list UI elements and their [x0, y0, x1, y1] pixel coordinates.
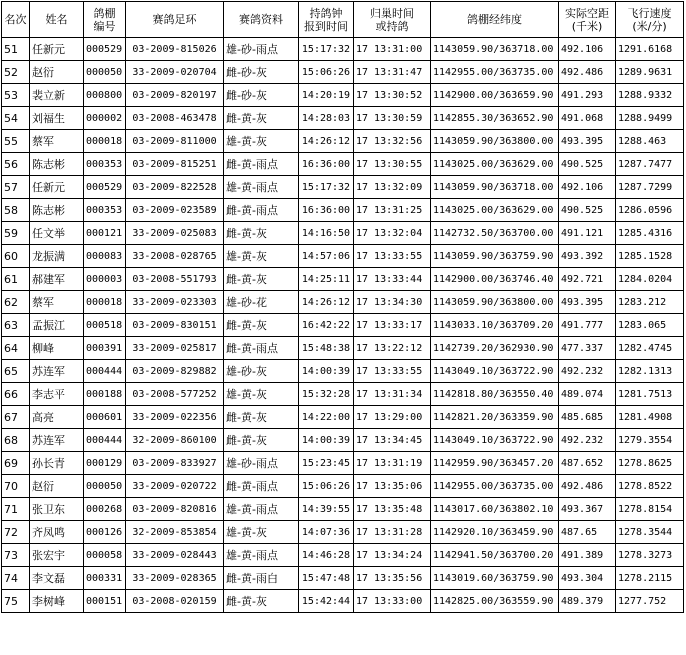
- table-row: [2, 176, 684, 199]
- name-cell: 任文举: [30, 222, 84, 245]
- clock-report-time-cell: 14:22:00: [299, 406, 354, 429]
- table-row: [2, 130, 684, 153]
- rank-cell: 70: [2, 475, 30, 498]
- table-row: [2, 337, 684, 360]
- arrival-time-cell: 17 13:35:48: [354, 498, 431, 521]
- clock-report-time-cell: 15:23:45: [299, 452, 354, 475]
- arrival-time-cell: 17 13:30:52: [354, 84, 431, 107]
- loft-id-cell: 000188: [84, 383, 126, 406]
- pigeon-info-cell: 雄-黄-灰: [224, 245, 299, 268]
- distance-cell: 487.652: [559, 452, 616, 475]
- speed-cell: 1286.0596: [616, 199, 684, 222]
- pigeon-info-cell: 雌-黄-灰: [224, 406, 299, 429]
- speed-cell: 1278.2115: [616, 567, 684, 590]
- ring-number-cell: 33-2009-025083: [126, 222, 224, 245]
- name-cell: 高亮: [30, 406, 84, 429]
- rank-cell: 61: [2, 268, 30, 291]
- coordinates-cell: 1143059.90/363800.00: [431, 291, 559, 314]
- ring-number-cell: 03-2009-811000: [126, 130, 224, 153]
- clock-report-time-cell: 14:28:03: [299, 107, 354, 130]
- table-row: [2, 61, 684, 84]
- header-name: 姓名: [30, 2, 84, 38]
- coordinates-cell: 1142955.00/363735.00: [431, 61, 559, 84]
- name-cell: 孙长青: [30, 452, 84, 475]
- rank-cell: 71: [2, 498, 30, 521]
- arrival-time-cell: 17 13:31:34: [354, 383, 431, 406]
- ring-number-cell: 33-2009-028365: [126, 567, 224, 590]
- rank-cell: 67: [2, 406, 30, 429]
- speed-cell: 1287.7477: [616, 153, 684, 176]
- ring-number-cell: 33-2009-020722: [126, 475, 224, 498]
- distance-cell: 489.074: [559, 383, 616, 406]
- coordinates-cell: 1142959.90/363457.20: [431, 452, 559, 475]
- name-cell: 李文磊: [30, 567, 84, 590]
- arrival-time-cell: 17 13:31:19: [354, 452, 431, 475]
- clock-report-time-cell: 15:48:38: [299, 337, 354, 360]
- speed-cell: 1281.7513: [616, 383, 684, 406]
- name-cell: 张宏宇: [30, 544, 84, 567]
- table-row: [2, 590, 684, 613]
- loft-id-cell: 000800: [84, 84, 126, 107]
- coordinates-cell: 1143049.10/363722.90: [431, 429, 559, 452]
- race-results-table: [1, 1, 684, 613]
- header-row: [2, 2, 684, 38]
- loft-id-cell: 000151: [84, 590, 126, 613]
- arrival-time-cell: 17 13:34:45: [354, 429, 431, 452]
- header-arrival-time: 归巢时间 或持鸽: [354, 2, 431, 38]
- name-cell: 陈志彬: [30, 199, 84, 222]
- loft-id-cell: 000018: [84, 291, 126, 314]
- clock-report-time-cell: 15:06:26: [299, 61, 354, 84]
- ring-number-cell: 03-2009-023589: [126, 199, 224, 222]
- coordinates-cell: 1142732.50/363700.00: [431, 222, 559, 245]
- name-cell: 齐凤鸣: [30, 521, 84, 544]
- rank-cell: 52: [2, 61, 30, 84]
- loft-id-cell: 000331: [84, 567, 126, 590]
- arrival-time-cell: 17 13:35:06: [354, 475, 431, 498]
- rank-cell: 56: [2, 153, 30, 176]
- name-cell: 苏连军: [30, 360, 84, 383]
- loft-id-cell: 000083: [84, 245, 126, 268]
- arrival-time-cell: 17 13:34:24: [354, 544, 431, 567]
- speed-cell: 1288.9499: [616, 107, 684, 130]
- coordinates-cell: 1143059.90/363759.90: [431, 245, 559, 268]
- distance-cell: 477.337: [559, 337, 616, 360]
- coordinates-cell: 1143025.00/363629.00: [431, 153, 559, 176]
- loft-id-cell: 000018: [84, 130, 126, 153]
- header-pigeon-info: 赛鸽资料: [224, 2, 299, 38]
- table-row: [2, 475, 684, 498]
- pigeon-info-cell: 雄-砂-雨点: [224, 452, 299, 475]
- arrival-time-cell: 17 13:34:30: [354, 291, 431, 314]
- loft-id-cell: 000518: [84, 314, 126, 337]
- pigeon-info-cell: 雌-黄-雨点: [224, 475, 299, 498]
- rank-cell: 69: [2, 452, 30, 475]
- pigeon-info-cell: 雌-黄-雨点: [224, 153, 299, 176]
- loft-id-cell: 000050: [84, 61, 126, 84]
- table-row: [2, 222, 684, 245]
- ring-number-cell: 03-2009-833927: [126, 452, 224, 475]
- distance-cell: 490.525: [559, 153, 616, 176]
- clock-report-time-cell: 14:25:11: [299, 268, 354, 291]
- pigeon-info-cell: 雌-黄-灰: [224, 590, 299, 613]
- pigeon-info-cell: 雌-黄-雨点: [224, 337, 299, 360]
- rank-cell: 72: [2, 521, 30, 544]
- speed-cell: 1283.065: [616, 314, 684, 337]
- arrival-time-cell: 17 13:33:00: [354, 590, 431, 613]
- rank-cell: 51: [2, 38, 30, 61]
- clock-report-time-cell: 15:17:32: [299, 38, 354, 61]
- loft-id-cell: 000050: [84, 475, 126, 498]
- rank-cell: 59: [2, 222, 30, 245]
- speed-cell: 1284.0204: [616, 268, 684, 291]
- clock-report-time-cell: 16:36:00: [299, 153, 354, 176]
- pigeon-info-cell: 雌-黄-灰: [224, 222, 299, 245]
- rank-cell: 73: [2, 544, 30, 567]
- header-speed: 飞行速度 (米/分): [616, 2, 684, 38]
- speed-cell: 1282.1313: [616, 360, 684, 383]
- rank-cell: 54: [2, 107, 30, 130]
- ring-number-cell: 33-2009-028443: [126, 544, 224, 567]
- clock-report-time-cell: 14:26:12: [299, 130, 354, 153]
- pigeon-info-cell: 雄-砂-灰: [224, 360, 299, 383]
- pigeon-info-cell: 雄-黄-雨点: [224, 544, 299, 567]
- clock-report-time-cell: 15:17:32: [299, 176, 354, 199]
- speed-cell: 1288.9332: [616, 84, 684, 107]
- distance-cell: 491.068: [559, 107, 616, 130]
- speed-cell: 1281.4908: [616, 406, 684, 429]
- name-cell: 柳峰: [30, 337, 84, 360]
- ring-number-cell: 03-2009-815026: [126, 38, 224, 61]
- pigeon-info-cell: 雄-黄-灰: [224, 130, 299, 153]
- ring-number-cell: 03-2009-830151: [126, 314, 224, 337]
- clock-report-time-cell: 14:00:39: [299, 429, 354, 452]
- speed-cell: 1282.4745: [616, 337, 684, 360]
- table-row: [2, 360, 684, 383]
- coordinates-cell: 1143019.60/363759.90: [431, 567, 559, 590]
- table-row: [2, 38, 684, 61]
- pigeon-info-cell: 雄-黄-雨点: [224, 176, 299, 199]
- arrival-time-cell: 17 13:30:59: [354, 107, 431, 130]
- coordinates-cell: 1143059.90/363800.00: [431, 130, 559, 153]
- loft-id-cell: 000529: [84, 176, 126, 199]
- loft-id-cell: 000126: [84, 521, 126, 544]
- table-row: [2, 268, 684, 291]
- ring-number-cell: 03-2009-815251: [126, 153, 224, 176]
- rank-cell: 68: [2, 429, 30, 452]
- coordinates-cell: 1143025.00/363629.00: [431, 199, 559, 222]
- clock-report-time-cell: 15:47:48: [299, 567, 354, 590]
- arrival-time-cell: 17 13:33:55: [354, 245, 431, 268]
- name-cell: 赵衍: [30, 61, 84, 84]
- arrival-time-cell: 17 13:29:00: [354, 406, 431, 429]
- speed-cell: 1291.6168: [616, 38, 684, 61]
- header-distance: 实际空距 (千米): [559, 2, 616, 38]
- distance-cell: 492.486: [559, 61, 616, 84]
- rank-cell: 66: [2, 383, 30, 406]
- loft-id-cell: 000268: [84, 498, 126, 521]
- header-rank: 名次: [2, 2, 30, 38]
- arrival-time-cell: 17 13:31:28: [354, 521, 431, 544]
- pigeon-info-cell: 雄-黄-灰: [224, 521, 299, 544]
- loft-id-cell: 000129: [84, 452, 126, 475]
- table-row: [2, 406, 684, 429]
- rank-cell: 75: [2, 590, 30, 613]
- ring-number-cell: 33-2009-023303: [126, 291, 224, 314]
- distance-cell: 485.685: [559, 406, 616, 429]
- loft-id-cell: 000529: [84, 38, 126, 61]
- table-row: [2, 291, 684, 314]
- coordinates-cell: 1142739.20/362930.90: [431, 337, 559, 360]
- rank-cell: 57: [2, 176, 30, 199]
- arrival-time-cell: 17 13:31:25: [354, 199, 431, 222]
- ring-number-cell: 33-2009-020704: [126, 61, 224, 84]
- clock-report-time-cell: 14:39:55: [299, 498, 354, 521]
- ring-number-cell: 03-2009-822528: [126, 176, 224, 199]
- distance-cell: 492.232: [559, 429, 616, 452]
- arrival-time-cell: 17 13:33:44: [354, 268, 431, 291]
- rank-cell: 63: [2, 314, 30, 337]
- coordinates-cell: 1142855.30/363652.90: [431, 107, 559, 130]
- coordinates-cell: 1142920.10/363459.90: [431, 521, 559, 544]
- pigeon-info-cell: 雄-砂-雨点: [224, 38, 299, 61]
- pigeon-info-cell: 雌-黄-灰: [224, 268, 299, 291]
- rank-cell: 64: [2, 337, 30, 360]
- arrival-time-cell: 17 13:33:17: [354, 314, 431, 337]
- distance-cell: 493.395: [559, 130, 616, 153]
- table-row: [2, 521, 684, 544]
- name-cell: 陈志彬: [30, 153, 84, 176]
- table-row: [2, 498, 684, 521]
- distance-cell: 491.121: [559, 222, 616, 245]
- speed-cell: 1288.463: [616, 130, 684, 153]
- pigeon-info-cell: 雄-黄-灰: [224, 383, 299, 406]
- coordinates-cell: 1143049.10/363722.90: [431, 360, 559, 383]
- name-cell: 蔡军: [30, 291, 84, 314]
- ring-number-cell: 03-2008-463478: [126, 107, 224, 130]
- header-coordinates: 鸽棚经纬度: [431, 2, 559, 38]
- clock-report-time-cell: 16:36:00: [299, 199, 354, 222]
- name-cell: 苏连军: [30, 429, 84, 452]
- rank-cell: 55: [2, 130, 30, 153]
- table-row: [2, 153, 684, 176]
- table-row: [2, 429, 684, 452]
- table-row: [2, 383, 684, 406]
- name-cell: 任新元: [30, 176, 84, 199]
- speed-cell: 1278.8154: [616, 498, 684, 521]
- coordinates-cell: 1142818.80/363550.40: [431, 383, 559, 406]
- loft-id-cell: 000444: [84, 429, 126, 452]
- pigeon-info-cell: 雄-黄-雨点: [224, 498, 299, 521]
- speed-cell: 1278.3544: [616, 521, 684, 544]
- ring-number-cell: 03-2009-829882: [126, 360, 224, 383]
- clock-report-time-cell: 15:06:26: [299, 475, 354, 498]
- distance-cell: 492.106: [559, 38, 616, 61]
- name-cell: 任新元: [30, 38, 84, 61]
- rank-cell: 53: [2, 84, 30, 107]
- ring-number-cell: 33-2009-025817: [126, 337, 224, 360]
- coordinates-cell: 1143033.10/363709.20: [431, 314, 559, 337]
- ring-number-cell: 32-2009-853854: [126, 521, 224, 544]
- clock-report-time-cell: 14:07:36: [299, 521, 354, 544]
- distance-cell: 491.389: [559, 544, 616, 567]
- speed-cell: 1287.7299: [616, 176, 684, 199]
- distance-cell: 493.392: [559, 245, 616, 268]
- distance-cell: 492.721: [559, 268, 616, 291]
- loft-id-cell: 000002: [84, 107, 126, 130]
- distance-cell: 493.395: [559, 291, 616, 314]
- rank-cell: 58: [2, 199, 30, 222]
- ring-number-cell: 33-2008-028765: [126, 245, 224, 268]
- pigeon-info-cell: 雌-黄-灰: [224, 314, 299, 337]
- ring-number-cell: 03-2009-820816: [126, 498, 224, 521]
- name-cell: 李志平: [30, 383, 84, 406]
- loft-id-cell: 000353: [84, 199, 126, 222]
- coordinates-cell: 1142900.00/363659.90: [431, 84, 559, 107]
- distance-cell: 492.232: [559, 360, 616, 383]
- ring-number-cell: 03-2008-551793: [126, 268, 224, 291]
- speed-cell: 1289.9631: [616, 61, 684, 84]
- distance-cell: 491.293: [559, 84, 616, 107]
- clock-report-time-cell: 14:26:12: [299, 291, 354, 314]
- pigeon-info-cell: 雌-砂-灰: [224, 61, 299, 84]
- ring-number-cell: 32-2009-860100: [126, 429, 224, 452]
- name-cell: 龙振满: [30, 245, 84, 268]
- clock-report-time-cell: 16:42:22: [299, 314, 354, 337]
- speed-cell: 1285.4316: [616, 222, 684, 245]
- coordinates-cell: 1142941.50/363700.20: [431, 544, 559, 567]
- loft-id-cell: 000444: [84, 360, 126, 383]
- speed-cell: 1278.3273: [616, 544, 684, 567]
- clock-report-time-cell: 14:20:19: [299, 84, 354, 107]
- loft-id-cell: 000391: [84, 337, 126, 360]
- table-row: [2, 567, 684, 590]
- arrival-time-cell: 17 13:31:00: [354, 38, 431, 61]
- arrival-time-cell: 17 13:33:55: [354, 360, 431, 383]
- name-cell: 张卫东: [30, 498, 84, 521]
- arrival-time-cell: 17 13:32:04: [354, 222, 431, 245]
- coordinates-cell: 1142825.00/363559.90: [431, 590, 559, 613]
- arrival-time-cell: 17 13:30:55: [354, 153, 431, 176]
- name-cell: 蔡军: [30, 130, 84, 153]
- coordinates-cell: 1142900.00/363746.40: [431, 268, 559, 291]
- loft-id-cell: 000353: [84, 153, 126, 176]
- distance-cell: 491.777: [559, 314, 616, 337]
- table-row: [2, 107, 684, 130]
- distance-cell: 493.367: [559, 498, 616, 521]
- name-cell: 赵衍: [30, 475, 84, 498]
- ring-number-cell: 33-2009-022356: [126, 406, 224, 429]
- distance-cell: 489.379: [559, 590, 616, 613]
- loft-id-cell: 000058: [84, 544, 126, 567]
- coordinates-cell: 1143059.90/363718.00: [431, 176, 559, 199]
- distance-cell: 492.106: [559, 176, 616, 199]
- rank-cell: 60: [2, 245, 30, 268]
- arrival-time-cell: 17 13:32:09: [354, 176, 431, 199]
- table-row: [2, 199, 684, 222]
- speed-cell: 1279.3554: [616, 429, 684, 452]
- rank-cell: 62: [2, 291, 30, 314]
- pigeon-info-cell: 雌-黄-雨白: [224, 567, 299, 590]
- name-cell: 孟振江: [30, 314, 84, 337]
- speed-cell: 1277.752: [616, 590, 684, 613]
- coordinates-cell: 1143017.60/363802.10: [431, 498, 559, 521]
- speed-cell: 1278.8522: [616, 475, 684, 498]
- distance-cell: 490.525: [559, 199, 616, 222]
- loft-id-cell: 000601: [84, 406, 126, 429]
- ring-number-cell: 03-2009-820197: [126, 84, 224, 107]
- name-cell: 郝建军: [30, 268, 84, 291]
- table-row: [2, 544, 684, 567]
- header-ring-number: 赛鸽足环: [126, 2, 224, 38]
- table-row: [2, 84, 684, 107]
- arrival-time-cell: 17 13:32:56: [354, 130, 431, 153]
- distance-cell: 493.304: [559, 567, 616, 590]
- header-loft-id: 鸽棚 编号: [84, 2, 126, 38]
- loft-id-cell: 000003: [84, 268, 126, 291]
- clock-report-time-cell: 15:32:28: [299, 383, 354, 406]
- pigeon-info-cell: 雌-砂-灰: [224, 84, 299, 107]
- name-cell: 李树峰: [30, 590, 84, 613]
- speed-cell: 1283.212: [616, 291, 684, 314]
- name-cell: 刘福生: [30, 107, 84, 130]
- distance-cell: 492.486: [559, 475, 616, 498]
- ring-number-cell: 03-2008-020159: [126, 590, 224, 613]
- loft-id-cell: 000121: [84, 222, 126, 245]
- pigeon-info-cell: 雌-黄-雨点: [224, 199, 299, 222]
- speed-cell: 1285.1528: [616, 245, 684, 268]
- coordinates-cell: 1142955.00/363735.00: [431, 475, 559, 498]
- clock-report-time-cell: 14:00:39: [299, 360, 354, 383]
- arrival-time-cell: 17 13:31:47: [354, 61, 431, 84]
- pigeon-info-cell: 雄-砂-花: [224, 291, 299, 314]
- clock-report-time-cell: 14:16:50: [299, 222, 354, 245]
- clock-report-time-cell: 14:57:06: [299, 245, 354, 268]
- pigeon-info-cell: 雌-黄-灰: [224, 429, 299, 452]
- ring-number-cell: 03-2008-577252: [126, 383, 224, 406]
- arrival-time-cell: 17 13:22:12: [354, 337, 431, 360]
- table-row: [2, 245, 684, 268]
- clock-report-time-cell: 15:42:44: [299, 590, 354, 613]
- clock-report-time-cell: 14:46:28: [299, 544, 354, 567]
- rank-cell: 65: [2, 360, 30, 383]
- coordinates-cell: 1143059.90/363718.00: [431, 38, 559, 61]
- table-row: [2, 314, 684, 337]
- coordinates-cell: 1142821.20/363359.90: [431, 406, 559, 429]
- name-cell: 裴立新: [30, 84, 84, 107]
- pigeon-info-cell: 雌-黄-灰: [224, 107, 299, 130]
- table-row: [2, 452, 684, 475]
- rank-cell: 74: [2, 567, 30, 590]
- header-clock-report-time: 持鸽钟 报到时间: [299, 2, 354, 38]
- distance-cell: 487.65: [559, 521, 616, 544]
- arrival-time-cell: 17 13:35:56: [354, 567, 431, 590]
- speed-cell: 1278.8625: [616, 452, 684, 475]
